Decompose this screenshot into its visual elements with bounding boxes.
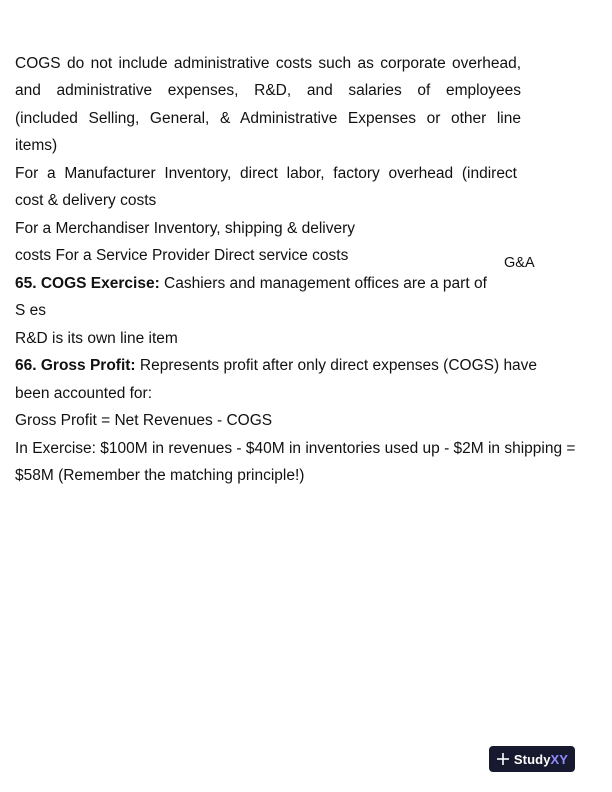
text-line: $58M (Remember the matching principle!) bbox=[15, 467, 305, 484]
item-text: Represents profit after only direct expenses (COGS) have bbox=[135, 357, 538, 374]
item-heading: 66. Gross Profit: bbox=[15, 357, 136, 374]
numbered-item-66 bbox=[15, 357, 537, 375]
text-line: (included Selling, General, & Administrative Expenses or other line bbox=[15, 110, 521, 127]
text-line: cost & delivery costs bbox=[15, 192, 157, 209]
text-line: items) bbox=[15, 137, 58, 154]
text-line: Gross Profit = Net Revenues - COGS bbox=[15, 412, 273, 429]
text-line: For a Merchandiser Inventory, shipping & delivery bbox=[15, 220, 356, 237]
text-line: been accounted for: bbox=[15, 385, 153, 402]
text-line: costs For a Service Provider Direct service costs bbox=[15, 247, 349, 264]
logo-text-accent: XY bbox=[550, 751, 569, 767]
item-text: Cashiers and management offices are a part of bbox=[159, 275, 487, 292]
text-line: and administrative expenses, R&D, and salaries of employees bbox=[15, 82, 521, 99]
numbered-item-65 bbox=[15, 275, 487, 293]
text-line: R&D is its own line item bbox=[15, 330, 178, 347]
studyxy-logo[interactable] bbox=[489, 746, 575, 772]
plus-icon bbox=[496, 752, 510, 766]
logo-text-main: Study bbox=[513, 751, 551, 767]
logo-wordmark bbox=[514, 752, 568, 767]
text-line: S es bbox=[15, 302, 47, 319]
side-label: G&A bbox=[504, 255, 535, 271]
item-heading: 65. COGS Exercise: bbox=[15, 275, 160, 292]
text-line: For a Manufacturer Inventory, direct labor, factory overhead (indirect bbox=[15, 165, 517, 182]
text-line: COGS do not include administrative costs such as corporate overhead, bbox=[15, 55, 521, 72]
text-line: In Exercise: $100M in revenues - $40M in inventories used up - $2M in shipping = bbox=[15, 440, 576, 457]
